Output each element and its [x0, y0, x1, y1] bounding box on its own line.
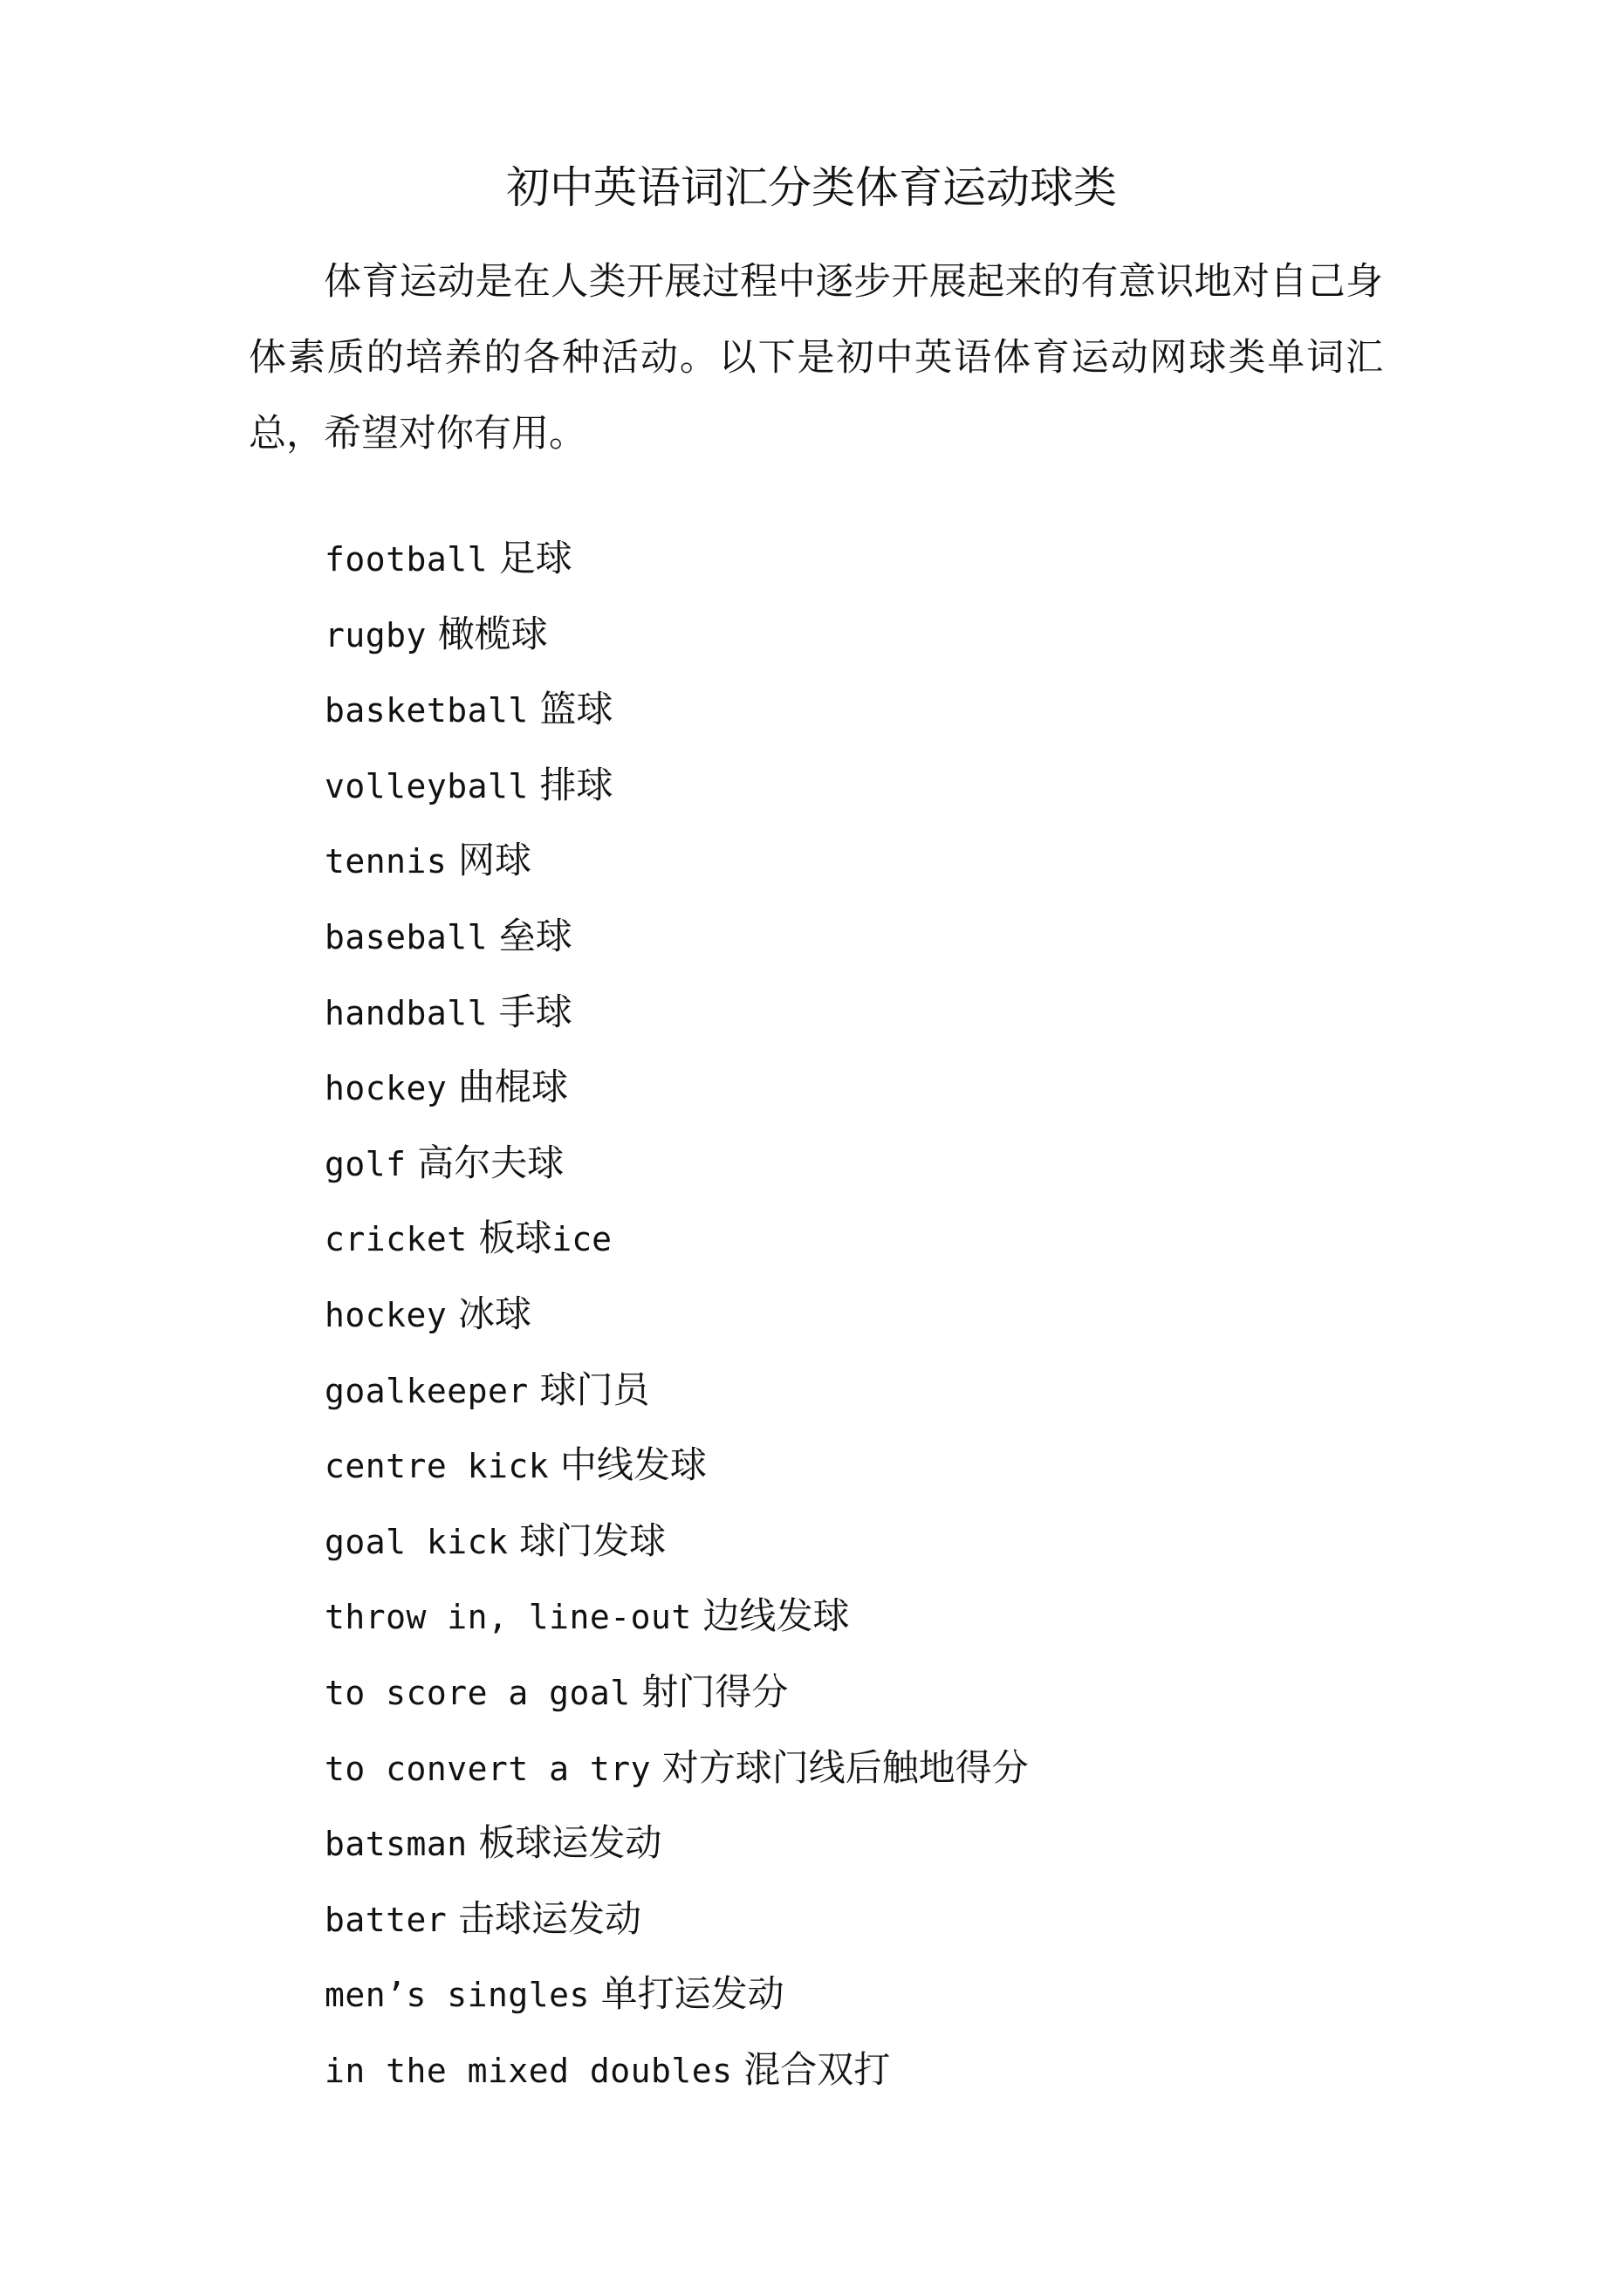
chinese-term: 对方球门线后触地得分: [661, 1745, 1029, 1789]
list-item: [325, 1806, 1029, 1881]
english-term: golf: [325, 1144, 407, 1183]
chinese-term: 橄榄球: [437, 612, 548, 655]
list-item: [325, 521, 1029, 597]
vocab-list: [325, 521, 1029, 2108]
english-term: rugby: [325, 615, 427, 655]
chinese-term: 单打运发动: [600, 1972, 784, 2016]
list-item: [325, 1957, 1029, 2032]
english-term: hockey: [325, 1295, 448, 1334]
chinese-term: 边线发球: [702, 1594, 850, 1638]
list-item: [325, 1881, 1029, 1957]
chinese-term: 球门员: [539, 1367, 650, 1411]
english-term: throw in, line-out: [325, 1598, 692, 1637]
intro-paragraph: 体育运动是在人类开展过程中逐步开展起来的有意识地对自己身体素质的培养的各种活动。以下是初中英语体育运动网球类单词汇总，希望对你有用。: [249, 260, 1383, 456]
english-term: to score a goal: [325, 1673, 631, 1712]
list-item: [325, 1201, 1029, 1277]
english-term: centre kick: [325, 1447, 550, 1486]
english-term: football: [325, 540, 489, 579]
page-title: 初中英语词汇分类体育运动球类: [506, 162, 1117, 213]
chinese-term: 排球: [539, 763, 613, 806]
list-item: [325, 1731, 1029, 1806]
list-item: [325, 1655, 1029, 1731]
chinese-term: 球门发球: [519, 1518, 667, 1562]
list-item: [325, 597, 1029, 673]
chinese-term: 高尔夫球: [417, 1141, 565, 1184]
list-item: [325, 1050, 1029, 1126]
chinese-term: 冰球: [458, 1292, 532, 1335]
list-item: [325, 1579, 1029, 1655]
list-item: [325, 748, 1029, 824]
english-term: goalkeeper: [325, 1371, 529, 1410]
english-suffix: ice: [551, 1220, 613, 1259]
english-term: in the mixed doubles: [325, 2051, 733, 2090]
list-item: [325, 1504, 1029, 1580]
chinese-term: 网球: [458, 839, 532, 882]
chinese-term: 手球: [498, 990, 572, 1033]
english-term: hockey: [325, 1069, 448, 1108]
chinese-term: 垒球: [498, 914, 572, 957]
english-term: handball: [325, 993, 489, 1032]
english-term: goal kick: [325, 1522, 509, 1561]
english-term: batsman: [325, 1825, 468, 1864]
chinese-term: 板球: [478, 1217, 552, 1260]
list-item: [325, 1353, 1029, 1429]
english-term: baseball: [325, 917, 489, 956]
list-item: [325, 672, 1029, 748]
english-term: cricket: [325, 1220, 468, 1259]
list-item: [325, 975, 1029, 1051]
chinese-term: 中线发球: [559, 1443, 707, 1487]
english-term: men’s singles: [325, 1976, 590, 2015]
english-term: batter: [325, 1900, 448, 1939]
chinese-term: 射门得分: [641, 1669, 789, 1713]
english-term: basketball: [325, 691, 529, 730]
chinese-term: 击球运发动: [458, 1896, 642, 1940]
list-item: [325, 2032, 1029, 2108]
chinese-term: 曲棍球: [458, 1066, 569, 1109]
english-term: tennis: [325, 842, 448, 881]
list-item: [325, 823, 1029, 899]
chinese-term: 混合双打: [743, 2047, 891, 2091]
chinese-term: 足球: [498, 537, 572, 579]
list-item: [325, 1277, 1029, 1353]
chinese-term: 板球运发动: [478, 1821, 662, 1865]
list-item: [325, 899, 1029, 975]
list-item: [325, 1126, 1029, 1202]
english-term: to convert a try: [325, 1749, 652, 1788]
english-term: volleyball: [325, 766, 529, 805]
list-item: [325, 1428, 1029, 1504]
chinese-term: 篮球: [539, 688, 613, 731]
